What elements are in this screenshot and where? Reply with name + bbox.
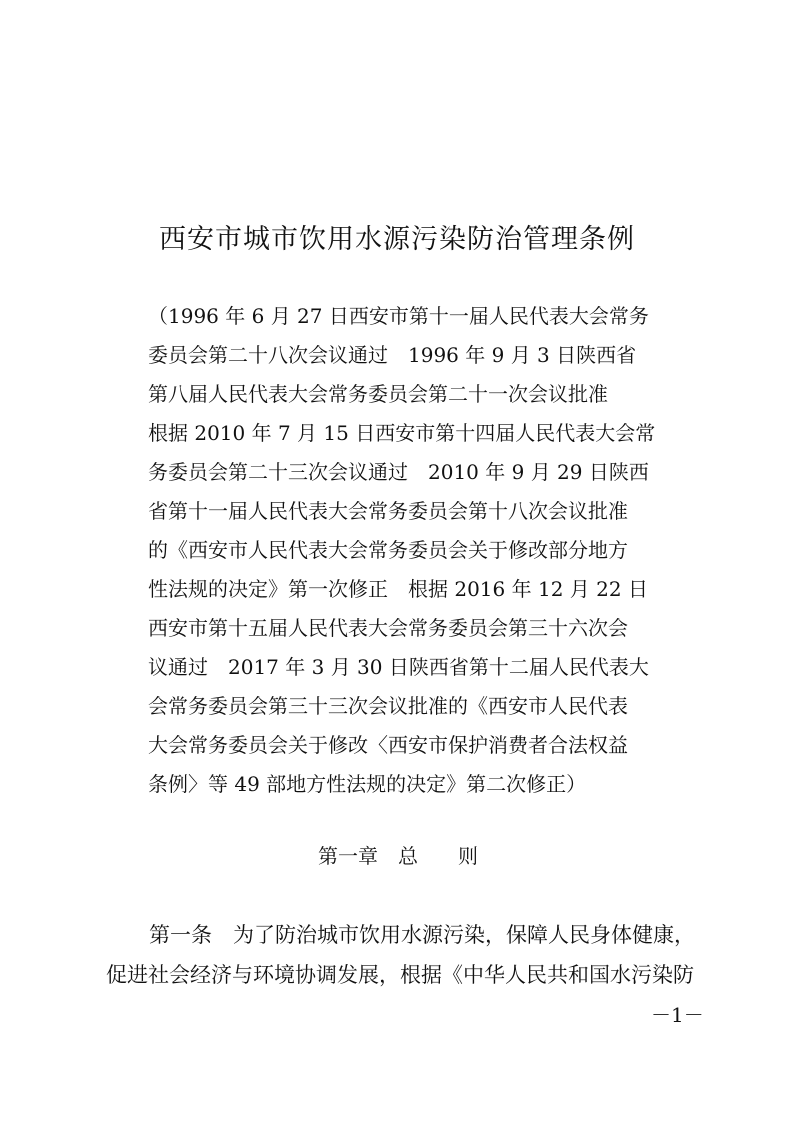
history-line: 委员会第二十八次会议通过 1996 年 9 月 3 日陕西省 [148, 343, 637, 367]
chapter-heading: 第一章 总 则 [318, 844, 478, 868]
history-line: 条例〉等 49 部地方性法规的决定》第二次修正） [148, 772, 587, 796]
article-line: 促进社会经济与环境协调发展，根据《中华人民共和国水污染防 [106, 963, 694, 987]
history-line: 议通过 2017 年 3 月 30 日陕西省第十二届人民代表大 [148, 655, 649, 679]
history-line: 会常务委员会第三十三次会议批准的《西安市人民代表 [148, 694, 628, 718]
document-title: 西安市城市饮用水源污染防治管理条例 [159, 224, 635, 255]
history-line: 性法规的决定》第一次修正 根据 2016 年 12 月 22 日 [148, 577, 648, 601]
history-line: 根据 2010 年 7 月 15 日西安市第十四届人民代表大会常 [148, 421, 656, 445]
history-line: （1996 年 6 月 27 日西安市第十一届人民代表大会常务 [148, 304, 649, 328]
page-number: －1－ [651, 1003, 704, 1027]
article-paragraph [106, 915, 706, 995]
history-line: 务委员会第二十三次会议通过 2010 年 9 月 29 日陕西 [148, 460, 649, 484]
history-line: 第八届人民代表大会常务委员会第二十一次会议批准 [148, 382, 608, 406]
article-line: 第一条 为了防治城市饮用水源污染，保障人民身体健康， [149, 923, 695, 947]
enactment-history [148, 297, 668, 804]
history-line: 大会常务委员会关于修改〈西安市保护消费者合法权益 [148, 733, 628, 757]
history-line: 省第十一届人民代表大会常务委员会第十八次会议批准 [148, 499, 628, 523]
history-line: 的《西安市人民代表大会常务委员会关于修改部分地方 [148, 538, 628, 562]
history-line: 西安市第十五届人民代表大会常务委员会第三十六次会 [148, 616, 628, 640]
